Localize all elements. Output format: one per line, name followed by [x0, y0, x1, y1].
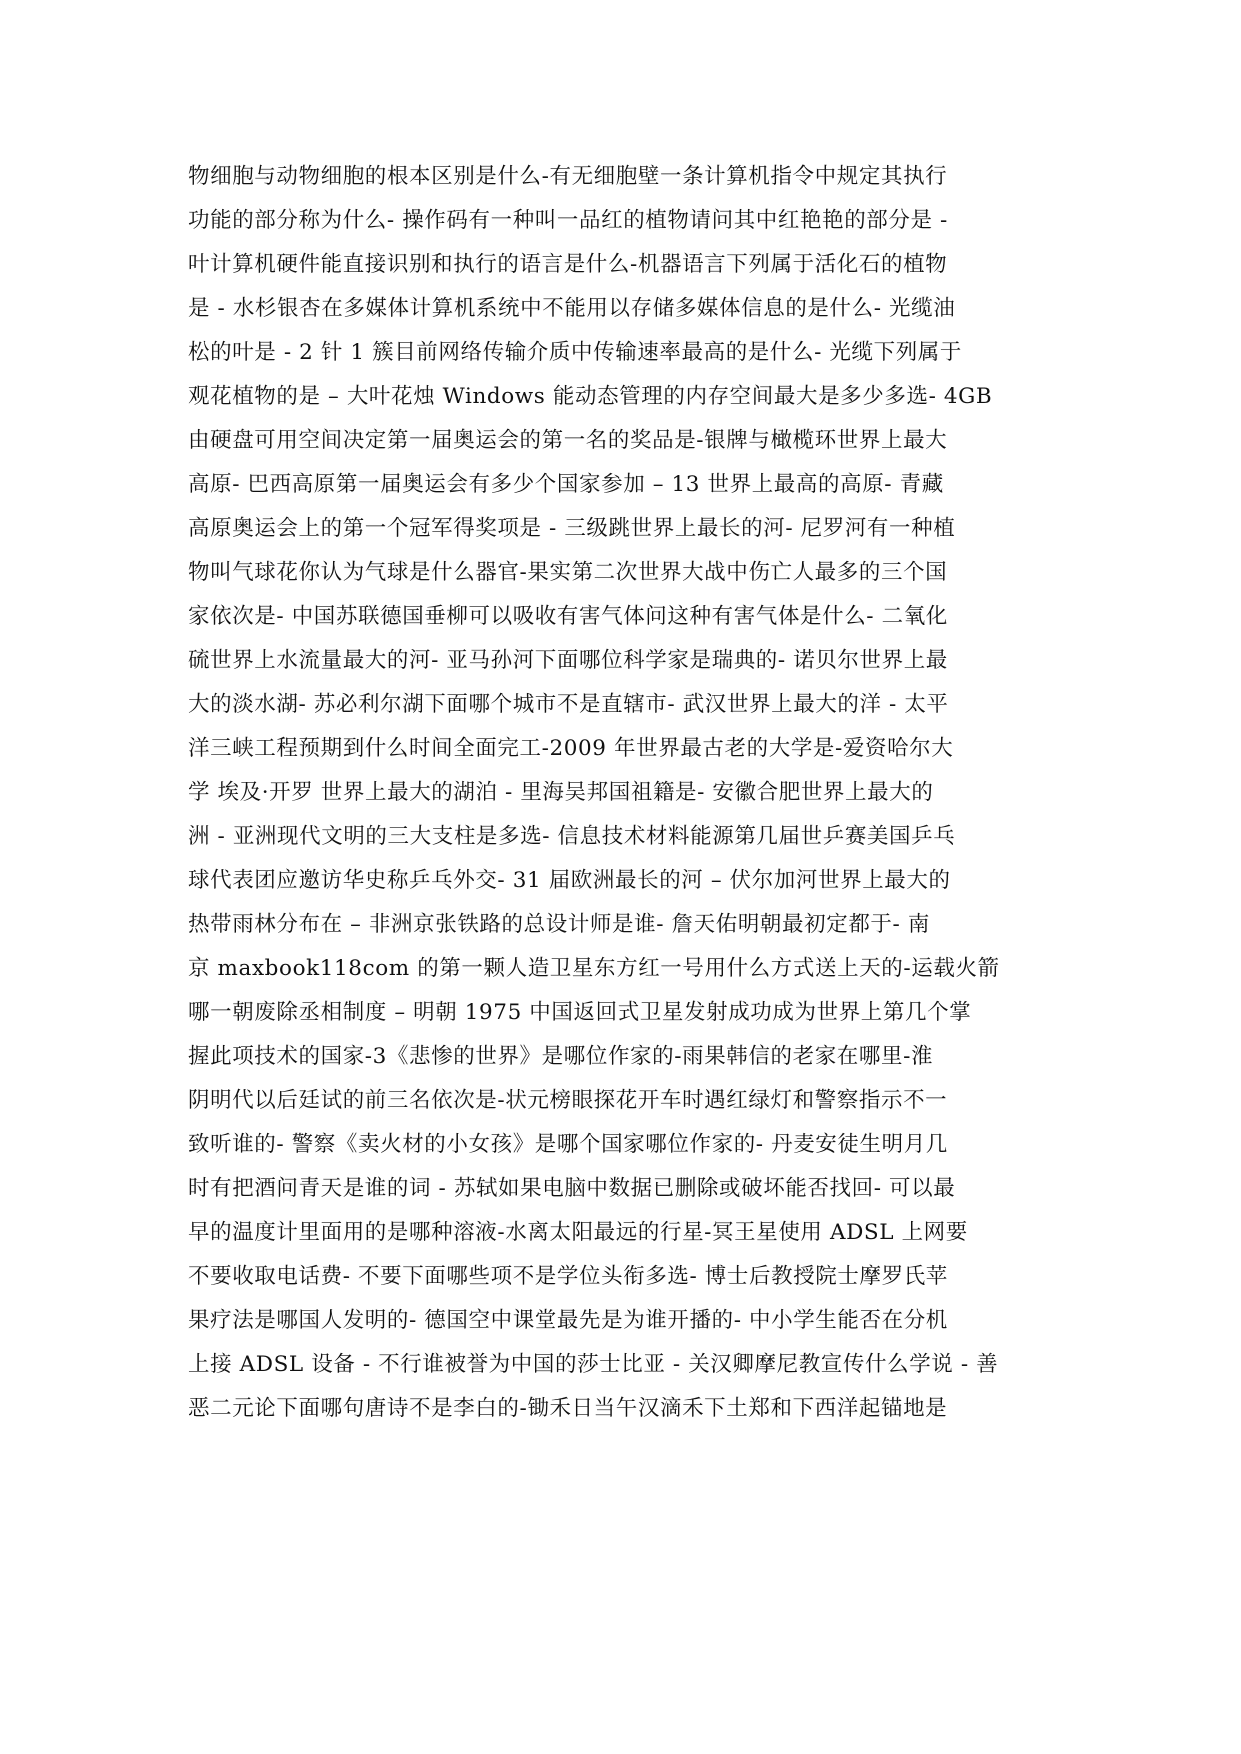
text-line: 球代表团应邀访华史称乒乓外交- 31 届欧洲最长的河 – 伏尔加河世界上最大的 [188, 868, 951, 893]
text-line: 果疗法是哪国人发明的- 德国空中课堂最先是为谁开播的- 中小学生能否在分机 [188, 1308, 948, 1333]
text-line: 学 埃及·开罗 世界上最大的湖泊 - 里海吴邦国祖籍是- 安徽合肥世界上最大的 [188, 780, 934, 805]
text-line: 由硬盘可用空间决定第一届奥运会的第一名的奖品是-银牌与橄榄环世界上最大 [188, 428, 948, 453]
text-line: 叶计算机硬件能直接识别和执行的语言是什么-机器语言下列属于活化石的植物 [188, 252, 948, 277]
text-line: 不要收取电话费- 不要下面哪些项不是学位头衔多选- 博士后教授院士摩罗氏苹 [188, 1264, 948, 1289]
text-line: 恶二元论下面哪句唐诗不是李白的-锄禾日当午汉滴禾下土郑和下西洋起锚地是 [188, 1396, 948, 1421]
text-line: 握此项技术的国家-3《悲惨的世界》是哪位作家的-雨果韩信的老家在哪里-淮 [188, 1044, 934, 1069]
text-line: 洋三峡工程预期到什么时间全面完工-2009 年世界最古老的大学是-爱资哈尔大 [188, 736, 954, 761]
text-line: 高原- 巴西高原第一届奥运会有多少个国家参加 – 13 世界上最高的高原- 青藏 [188, 472, 944, 497]
text-line: 时有把酒问青天是谁的词 - 苏轼如果电脑中数据已删除或破坏能否找回- 可以最 [188, 1176, 956, 1201]
text-line: 观花植物的是 – 大叶花烛 Windows 能动态管理的内存空间最大是多少多选- 4GB [188, 384, 993, 409]
text-line: 哪一朝废除丞相制度 – 明朝 1975 中国返回式卫星发射成功成为世界上第几个掌 [188, 1000, 972, 1025]
text-line: 洲 - 亚洲现代文明的三大支柱是多选- 信息技术材料能源第几届世乒赛美国乒乓 [188, 824, 956, 849]
text-line: 致听谁的- 警察《卖火材的小女孩》是哪个国家哪位作家的- 丹麦安徒生明月几 [188, 1132, 948, 1157]
text-line: 物叫气球花你认为气球是什么器官-果实第二次世界大战中伤亡人最多的三个国 [188, 560, 948, 585]
text-line: 硫世界上水流量最大的河- 亚马孙河下面哪位科学家是瑞典的- 诺贝尔世界上最 [188, 648, 948, 673]
text-line: 物细胞与动物细胞的根本区别是什么-有无细胞壁一条计算机指令中规定其执行 [188, 164, 948, 189]
text-line: 家依次是- 中国苏联德国垂柳可以吸收有害气体问这种有害气体是什么- 二氧化 [188, 604, 948, 629]
text-line: 松的叶是 - 2 针 1 簇目前网络传输介质中传输速率最高的是什么- 光缆下列属于 [188, 340, 962, 365]
text-line: 是 - 水杉银杏在多媒体计算机系统中不能用以存储多媒体信息的是什么- 光缆油 [188, 296, 956, 321]
text-line: 热带雨林分布在 – 非洲京张铁路的总设计师是谁- 詹天佑明朝最初定都于- 南 [188, 912, 930, 937]
text-line: 上接 ADSL 设备 - 不行谁被誉为中国的莎士比亚 - 关汉卿摩尼教宣传什么学说 - 善 [188, 1352, 999, 1377]
text-line: 早的温度计里面用的是哪种溶液-水离太阳最远的行星-冥王星使用 ADSL 上网要 [188, 1220, 968, 1245]
document-body [188, 155, 1068, 1431]
text-line: 阴明代以后廷试的前三名依次是-状元榜眼探花开车时遇红绿灯和警察指示不一 [188, 1088, 948, 1113]
text-line: 功能的部分称为什么- 操作码有一种叫一品红的植物请问其中红艳艳的部分是 - [188, 208, 948, 233]
text-line: 京 maxbook118com 的第一颗人造卫星东方红一号用什么方式送上天的-运载火箭 [188, 956, 1000, 981]
text-line: 高原奥运会上的第一个冠军得奖项是 - 三级跳世界上最长的河- 尼罗河有一种植 [188, 516, 956, 541]
text-line: 大的淡水湖- 苏必利尔湖下面哪个城市不是直辖市- 武汉世界上最大的洋 - 太平 [188, 692, 949, 717]
